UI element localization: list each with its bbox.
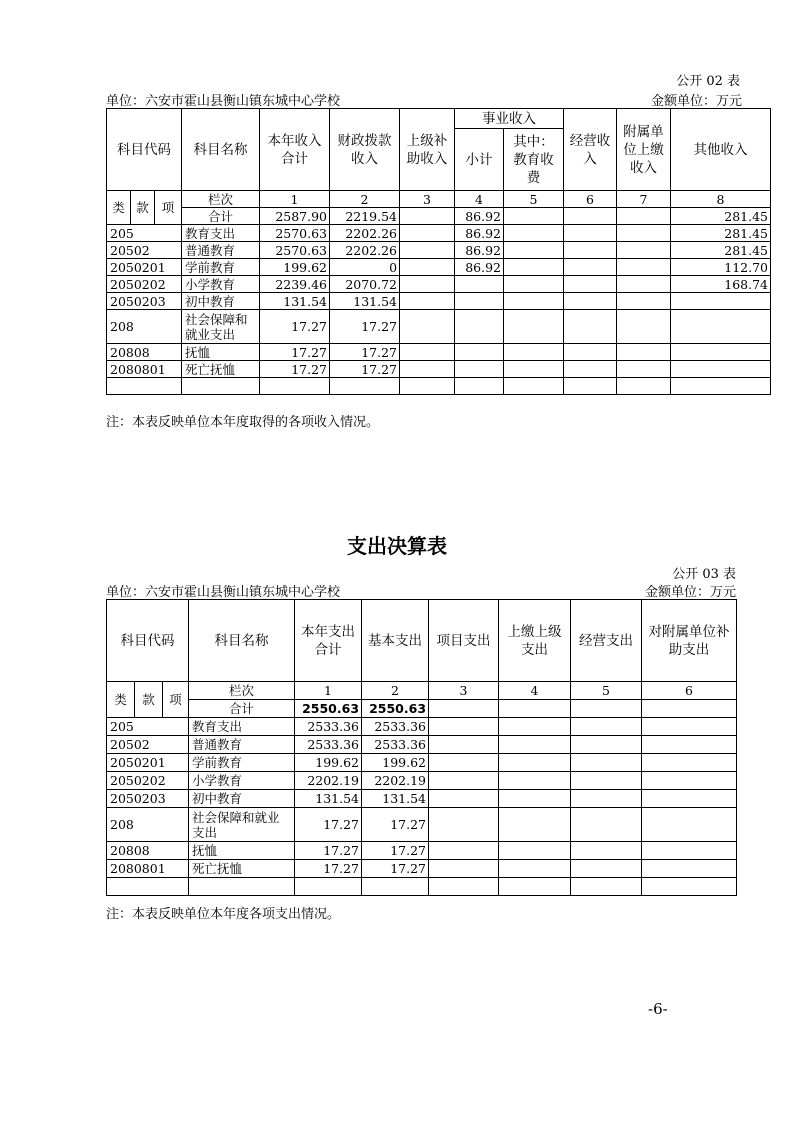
cell [671, 361, 771, 378]
col-index: 4 [455, 191, 504, 208]
table-row [107, 276, 771, 293]
row-code: 20502 [107, 242, 182, 259]
cell: 2533.36 [362, 718, 429, 736]
cell: 2533.36 [362, 736, 429, 754]
cell: 17.27 [260, 361, 330, 378]
cell [429, 808, 499, 842]
header-lei: 类 [107, 191, 131, 225]
col-index: 1 [295, 682, 362, 700]
cell: 2202.26 [330, 225, 400, 242]
cell: 199.62 [362, 754, 429, 772]
header-basic-expense: 基本支出 [362, 600, 429, 682]
row-code: 2080801 [107, 361, 182, 378]
cell [400, 242, 455, 259]
cell: 17.27 [362, 808, 429, 842]
cell [571, 700, 642, 718]
cell [504, 208, 564, 225]
cell [642, 808, 737, 842]
cell [499, 718, 571, 736]
cell [429, 736, 499, 754]
header-xiang: 项 [163, 682, 189, 718]
cell: 281.45 [671, 225, 771, 242]
cell: 17.27 [330, 310, 400, 344]
cell: 281.45 [671, 242, 771, 259]
cell [564, 276, 617, 293]
cell [564, 361, 617, 378]
col-index: 5 [504, 191, 564, 208]
cell [504, 225, 564, 242]
cell [564, 208, 617, 225]
row-code: 2050202 [107, 772, 189, 790]
row-name: 社会保障和就业支出 [189, 808, 295, 842]
cell: 86.92 [455, 225, 504, 242]
row-name: 社会保障和就业支出 [182, 310, 260, 344]
table-row [107, 242, 771, 259]
row-name: 初中教育 [189, 790, 295, 808]
cell [671, 310, 771, 344]
cell [504, 310, 564, 344]
cell [499, 842, 571, 860]
header-column-index: 栏次 [182, 191, 260, 208]
cell [504, 344, 564, 361]
table-row [107, 808, 737, 842]
row-name: 小学教育 [182, 276, 260, 293]
cell [571, 736, 642, 754]
cell [499, 736, 571, 754]
table-row [107, 718, 737, 736]
header-total-income: 本年收入合计 [260, 109, 330, 191]
table-row [107, 310, 771, 344]
cell [671, 293, 771, 310]
cell: 131.54 [295, 790, 362, 808]
cell [564, 344, 617, 361]
header-subject-code: 科目代码 [107, 109, 182, 191]
row-name: 死亡抚恤 [182, 361, 260, 378]
cell [571, 790, 642, 808]
header-business-income: 事业收入 [455, 109, 564, 129]
cell [617, 225, 671, 242]
page-title: 支出决算表 [347, 534, 447, 558]
cell [429, 772, 499, 790]
page-number: -6- [648, 1000, 668, 1018]
col-index: 6 [642, 682, 737, 700]
cell [571, 842, 642, 860]
col-index: 5 [571, 682, 642, 700]
table-row [107, 293, 771, 310]
table1-note: 注：本表反映单位本年度取得的各项收入情况。 [106, 415, 380, 430]
cell [504, 361, 564, 378]
table1-code: 公开 02 表 [676, 74, 740, 89]
header-affiliated-income: 附属单位上缴收入 [617, 109, 671, 191]
cell: 17.27 [260, 310, 330, 344]
col-index: 8 [671, 191, 771, 208]
cell [400, 361, 455, 378]
table-row [107, 790, 737, 808]
row-code: 2050201 [107, 259, 182, 276]
table-row [107, 772, 737, 790]
row-code: 2050201 [107, 754, 189, 772]
cell: 2550.63 [362, 700, 429, 718]
cell: 17.27 [362, 860, 429, 878]
cell [455, 361, 504, 378]
row-code: 20502 [107, 736, 189, 754]
cell [642, 772, 737, 790]
table2-money-unit: 金额单位：万元 [644, 585, 736, 600]
cell: 168.74 [671, 276, 771, 293]
cell: 86.92 [455, 242, 504, 259]
cell: 2239.46 [260, 276, 330, 293]
cell: 199.62 [295, 754, 362, 772]
table2-unit: 单位：六安市霍山县衡山镇东城中心学校 [106, 585, 341, 600]
cell [400, 259, 455, 276]
row-name: 教育支出 [182, 225, 260, 242]
expenditure-table [106, 599, 737, 896]
row-code: 205 [107, 225, 182, 242]
table-row [107, 754, 737, 772]
cell [429, 718, 499, 736]
cell: 131.54 [260, 293, 330, 310]
cell [429, 790, 499, 808]
cell: 2587.90 [260, 208, 330, 225]
header-project-expense: 项目支出 [429, 600, 499, 682]
cell [429, 700, 499, 718]
cell [504, 259, 564, 276]
cell: 2202.19 [295, 772, 362, 790]
cell [400, 276, 455, 293]
header-superior-payment: 上缴上级支出 [499, 600, 571, 682]
cell: 281.45 [671, 208, 771, 225]
cell [571, 808, 642, 842]
row-name: 抚恤 [182, 344, 260, 361]
cell: 2533.36 [295, 718, 362, 736]
cell: 17.27 [330, 344, 400, 361]
cell: 2570.63 [260, 242, 330, 259]
cell [642, 700, 737, 718]
cell [564, 293, 617, 310]
row-name: 初中教育 [182, 293, 260, 310]
table1-money-unit: 金额单位：万元 [650, 94, 742, 109]
row-name: 小学教育 [189, 772, 295, 790]
table-row-empty [107, 878, 737, 896]
cell [617, 361, 671, 378]
cell [499, 772, 571, 790]
header-xiang: 项 [155, 191, 182, 225]
row-name: 死亡抚恤 [189, 860, 295, 878]
income-table [106, 108, 771, 395]
header-total-expense: 本年支出合计 [295, 600, 362, 682]
cell [400, 293, 455, 310]
cell [571, 772, 642, 790]
col-index: 1 [260, 191, 330, 208]
header-column-index: 栏次 [189, 682, 295, 700]
cell: 17.27 [295, 842, 362, 860]
row-code: 2050203 [107, 293, 182, 310]
col-index: 3 [400, 191, 455, 208]
header-superior-subsidy: 上级补助收入 [400, 109, 455, 191]
header-subject-code: 科目代码 [107, 600, 189, 682]
cell: 199.62 [260, 259, 330, 276]
cell: 17.27 [295, 808, 362, 842]
header-lei: 类 [107, 682, 135, 718]
header-fiscal-income: 财政拨款收入 [330, 109, 400, 191]
cell [504, 293, 564, 310]
cell [564, 225, 617, 242]
cell [642, 790, 737, 808]
row-code: 20808 [107, 344, 182, 361]
row-name: 合计 [182, 208, 260, 225]
cell: 2070.72 [330, 276, 400, 293]
table2-note: 注：本表反映单位本年度各项支出情况。 [106, 907, 341, 922]
header-operating-income: 经营收入 [564, 109, 617, 191]
cell [571, 754, 642, 772]
cell: 17.27 [295, 860, 362, 878]
col-index: 2 [362, 682, 429, 700]
cell: 2202.26 [330, 242, 400, 259]
table-row [107, 860, 737, 878]
header-kuan: 款 [131, 191, 155, 225]
cell [504, 242, 564, 259]
table1-unit: 单位：六安市霍山县衡山镇东城中心学校 [106, 94, 341, 109]
cell: 112.70 [671, 259, 771, 276]
cell [499, 808, 571, 842]
cell [499, 790, 571, 808]
cell: 2550.63 [295, 700, 362, 718]
table-row [107, 361, 771, 378]
cell [400, 344, 455, 361]
cell [455, 310, 504, 344]
table-row [107, 344, 771, 361]
col-index: 6 [564, 191, 617, 208]
header-subject-name: 科目名称 [189, 600, 295, 682]
col-index: 2 [330, 191, 400, 208]
col-index: 7 [617, 191, 671, 208]
row-name: 学前教育 [189, 754, 295, 772]
cell [499, 700, 571, 718]
table-row [107, 225, 771, 242]
col-index: 4 [499, 682, 571, 700]
cell: 2533.36 [295, 736, 362, 754]
table-row [107, 208, 771, 225]
cell: 86.92 [455, 259, 504, 276]
row-code: 2080801 [107, 860, 189, 878]
header-operating-expense: 经营支出 [571, 600, 642, 682]
cell [499, 754, 571, 772]
cell [455, 344, 504, 361]
cell: 17.27 [362, 842, 429, 860]
cell [642, 860, 737, 878]
cell [671, 344, 771, 361]
row-name: 教育支出 [189, 718, 295, 736]
cell: 0 [330, 259, 400, 276]
table-row-empty [107, 378, 771, 395]
cell [400, 225, 455, 242]
cell [504, 276, 564, 293]
cell: 2202.19 [362, 772, 429, 790]
cell [564, 259, 617, 276]
row-code: 2050203 [107, 790, 189, 808]
cell [617, 242, 671, 259]
cell: 131.54 [362, 790, 429, 808]
row-code: 208 [107, 310, 182, 344]
col-index: 3 [429, 682, 499, 700]
cell [564, 310, 617, 344]
cell: 131.54 [330, 293, 400, 310]
table-row [107, 700, 737, 718]
cell [429, 860, 499, 878]
table2-code: 公开 03 表 [672, 567, 736, 582]
cell: 17.27 [260, 344, 330, 361]
row-name: 学前教育 [182, 259, 260, 276]
cell [617, 293, 671, 310]
row-code: 208 [107, 808, 189, 842]
cell [617, 310, 671, 344]
cell: 2570.63 [260, 225, 330, 242]
cell [642, 842, 737, 860]
header-affiliated-subsidy: 对附属单位补助支出 [642, 600, 737, 682]
row-name: 普通教育 [189, 736, 295, 754]
cell [564, 242, 617, 259]
header-subject-name: 科目名称 [182, 109, 260, 191]
cell [455, 293, 504, 310]
row-name: 合计 [189, 700, 295, 718]
cell [400, 208, 455, 225]
cell [455, 276, 504, 293]
cell [571, 860, 642, 878]
row-code: 205 [107, 718, 189, 736]
cell [571, 718, 642, 736]
cell [429, 842, 499, 860]
row-name: 普通教育 [182, 242, 260, 259]
cell [499, 860, 571, 878]
table-row [107, 736, 737, 754]
header-subtotal: 小计 [455, 129, 504, 191]
header-education-fee: 其中：教育收费 [504, 129, 564, 191]
header-kuan: 款 [135, 682, 163, 718]
cell [617, 259, 671, 276]
table-row [107, 259, 771, 276]
table-row [107, 842, 737, 860]
row-name: 抚恤 [189, 842, 295, 860]
cell [617, 208, 671, 225]
cell [617, 276, 671, 293]
cell [642, 754, 737, 772]
cell [642, 718, 737, 736]
cell: 2219.54 [330, 208, 400, 225]
cell [400, 310, 455, 344]
row-code: 2050202 [107, 276, 182, 293]
row-code: 20808 [107, 842, 189, 860]
cell: 17.27 [330, 361, 400, 378]
header-other-income: 其他收入 [671, 109, 771, 191]
cell [429, 754, 499, 772]
cell [617, 344, 671, 361]
cell: 86.92 [455, 208, 504, 225]
cell [642, 736, 737, 754]
